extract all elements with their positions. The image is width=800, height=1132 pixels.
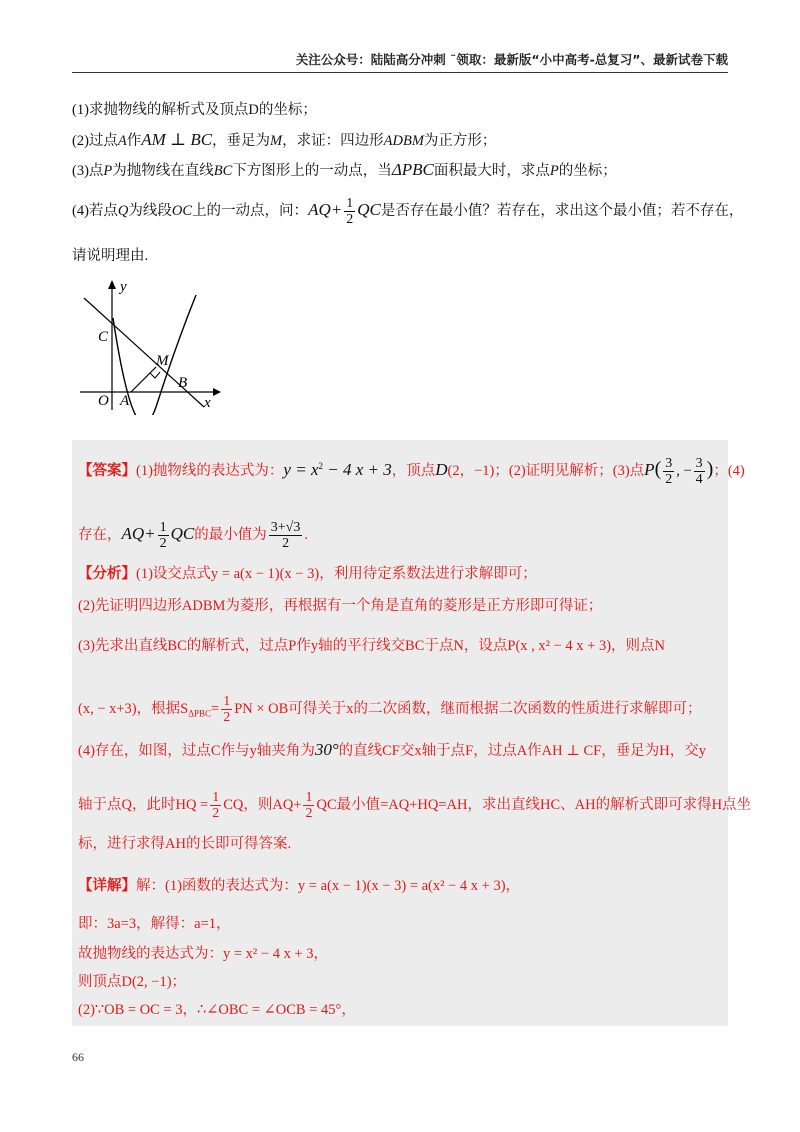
analysis-line-7: 标，进行求得AH的长即可得答案. xyxy=(78,836,292,852)
analysis-sub: ΔPBC xyxy=(188,708,212,719)
q3-point: P xyxy=(549,163,559,179)
frac-num: 3 xyxy=(695,456,703,471)
analysis-text: CQ，则AQ+ xyxy=(223,796,302,813)
q3-point: P xyxy=(103,163,113,179)
page-number: 66 xyxy=(72,1050,84,1064)
analysis-tag: 【分析】 xyxy=(78,566,136,582)
question-4-cont: 请说明理由. xyxy=(72,248,149,264)
analysis-text: PN × OB可得关于x的二次函数，继而根据二次函数的性质进行求解即可； xyxy=(234,700,702,717)
q2-text: ，求证：四边形 xyxy=(282,133,384,149)
analysis-fraction xyxy=(210,790,221,821)
answer-text: ，顶点 xyxy=(391,462,436,479)
question-4 xyxy=(72,196,743,227)
q3-text: 面积最大时，求点 xyxy=(433,163,550,179)
q4-segment: OC xyxy=(171,202,193,219)
answer-fraction xyxy=(663,456,674,487)
frac-num: 1 xyxy=(159,520,167,535)
label-o: O xyxy=(98,393,109,409)
analysis-text: 的直线CF交x轴于点F，过点A作AH ⊥ CF，垂足为H，交y xyxy=(338,743,706,759)
analysis-line-6 xyxy=(78,790,751,821)
q2-text: (2)过点 xyxy=(72,133,118,149)
answer-text: ；(4) xyxy=(713,462,745,479)
frac-num: 3+√3 xyxy=(270,520,301,535)
analysis-text: = xyxy=(211,700,220,717)
q4-math: QC xyxy=(357,199,381,219)
parabola-figure xyxy=(78,275,228,415)
analysis-text: 轴于点Q，此时HQ = xyxy=(78,796,209,813)
answer-text: . xyxy=(304,526,308,543)
right-angle-mark xyxy=(150,372,160,378)
label-c: C xyxy=(98,329,109,345)
q3-text: 下方图形上的一动点，当 xyxy=(232,163,392,179)
answer-paren: ) xyxy=(706,457,714,480)
frac-den: 2 xyxy=(305,806,313,821)
analysis-line-2: (2)先证明四边形ADBM为菱形，再根据有一个角是直角的菱形是正方形即可得证； xyxy=(78,598,603,614)
q4-text: 为线段 xyxy=(128,202,172,219)
answer-line-2 xyxy=(78,520,308,551)
analysis-math: 30° xyxy=(314,740,339,759)
question-3 xyxy=(72,160,617,181)
answer-text: (2，−1)；(2)证明见解析；(3)点 xyxy=(447,462,645,479)
q2-text: ，垂足为 xyxy=(212,133,271,149)
q4-text: (4)若点 xyxy=(72,202,118,219)
q4-point: Q xyxy=(117,202,129,219)
answer-math: AQ+ xyxy=(121,523,156,543)
answer-math: − 4 x + 3 xyxy=(322,459,392,479)
answer-tag: 【答案】 xyxy=(78,462,136,479)
analysis-line-1 xyxy=(78,564,537,584)
q2-point: M xyxy=(270,133,283,149)
answer-value-fraction xyxy=(269,520,303,551)
q3-math: ΔPBC xyxy=(391,160,434,179)
answer-math: P xyxy=(644,459,655,479)
label-m: M xyxy=(156,353,169,369)
q3-text: (3)点 xyxy=(72,163,104,179)
frac-den: 2 xyxy=(665,472,673,487)
frac-den: 4 xyxy=(695,472,703,487)
analysis-text: (x, − x+3)，根据S xyxy=(78,700,189,717)
answer-text: (1)抛物线的表达式为： xyxy=(136,462,284,479)
answer-text: 的最小值为 xyxy=(194,526,267,543)
label-x: x xyxy=(204,395,211,411)
analysis-text: (1)设交点式y = a(x − 1)(x − 3)，利用待定系数法进行求解即可； xyxy=(136,566,537,582)
answer-fraction xyxy=(158,520,169,551)
q4-math: AQ+ xyxy=(308,199,343,219)
answer-paren: ( xyxy=(654,457,662,480)
answer-line-1 xyxy=(78,456,745,487)
segment-am xyxy=(131,367,156,392)
q4-fraction xyxy=(344,196,355,227)
frac-num: 1 xyxy=(223,694,231,709)
answer-math: D xyxy=(435,459,448,479)
q2-quad: ADBM xyxy=(383,133,424,149)
detail-line-2: 即：3a=3，解得：a=1， xyxy=(78,916,231,932)
analysis-fraction xyxy=(221,694,232,725)
answer-math: QC xyxy=(170,523,195,543)
label-b: B xyxy=(178,375,188,391)
frac-den: 2 xyxy=(223,710,231,725)
frac-num: 1 xyxy=(346,196,354,211)
q3-text: 为抛物线在直线 xyxy=(112,163,214,179)
q2-point: A xyxy=(117,133,127,149)
question-2 xyxy=(72,130,496,151)
frac-num: 1 xyxy=(212,790,220,805)
q2-math: AM ⊥ BC xyxy=(141,130,213,149)
answer-math: y = x xyxy=(283,459,319,479)
frac-den: 2 xyxy=(159,536,167,551)
analysis-fraction xyxy=(303,790,314,821)
q2-text: 为正方形； xyxy=(423,133,497,149)
q3-text: 的坐标； xyxy=(558,163,617,179)
analysis-line-5 xyxy=(78,740,706,761)
answer-math: , − xyxy=(676,462,692,479)
frac-den: 2 xyxy=(282,536,290,551)
header-rule xyxy=(72,72,728,73)
label-y: y xyxy=(120,279,127,295)
detail-line-1 xyxy=(78,876,520,896)
analysis-text: (4)存在，如图，过点C作与y轴夹角为 xyxy=(78,743,315,759)
answer-text: 存在， xyxy=(78,526,122,543)
q4-text: 上的一动点，问： xyxy=(192,202,309,219)
answer-fraction xyxy=(694,456,705,487)
detail-line-3: 故抛物线的表达式为：y = x² − 4 x + 3， xyxy=(78,946,329,962)
detail-line-5: (2)∵OB = OC = 3，∴∠OBC = ∠OCB = 45°， xyxy=(78,1002,356,1018)
analysis-text: QC最小值=AQ+HQ=AH，求出直线HC、AH的解析式即可求得H点坐 xyxy=(316,796,752,813)
page-header: 关注公众号：陆陆高分冲刺 ˜领取：最新版“小中高考-总复习”、最新试卷下载 xyxy=(295,52,728,67)
detail-line-4: 则顶点D(2, −1)； xyxy=(78,974,187,990)
frac-den: 2 xyxy=(212,806,220,821)
q3-line: BC xyxy=(213,163,233,179)
analysis-line-3: (3)先求出直线BC的解析式，过点P作y轴的平行线交BC于点N，设点P(x , x² − 4 x + 3)，则点N xyxy=(78,638,666,654)
q4-text: 是否存在最小值？若存在，求出这个最小值；若不存在， xyxy=(380,202,744,219)
answer-panel xyxy=(72,440,752,1026)
detail-text: 解：(1)函数的表达式为：y = a(x − 1)(x − 3) = a(x² − 4 x + 3)， xyxy=(136,878,521,894)
label-a: A xyxy=(120,393,130,409)
x-axis-arrow xyxy=(213,388,221,396)
detail-tag: 【详解】 xyxy=(78,878,136,894)
analysis-line-4 xyxy=(78,694,702,725)
question-1: (1)求抛物线的解析式及顶点D的坐标； xyxy=(72,102,317,118)
frac-num: 3 xyxy=(665,456,673,471)
answer-sup: 2 xyxy=(318,461,323,471)
y-axis-arrow xyxy=(108,280,116,289)
frac-num: 1 xyxy=(305,790,313,805)
frac-den: 2 xyxy=(346,212,354,227)
q2-text: 作 xyxy=(126,133,142,149)
